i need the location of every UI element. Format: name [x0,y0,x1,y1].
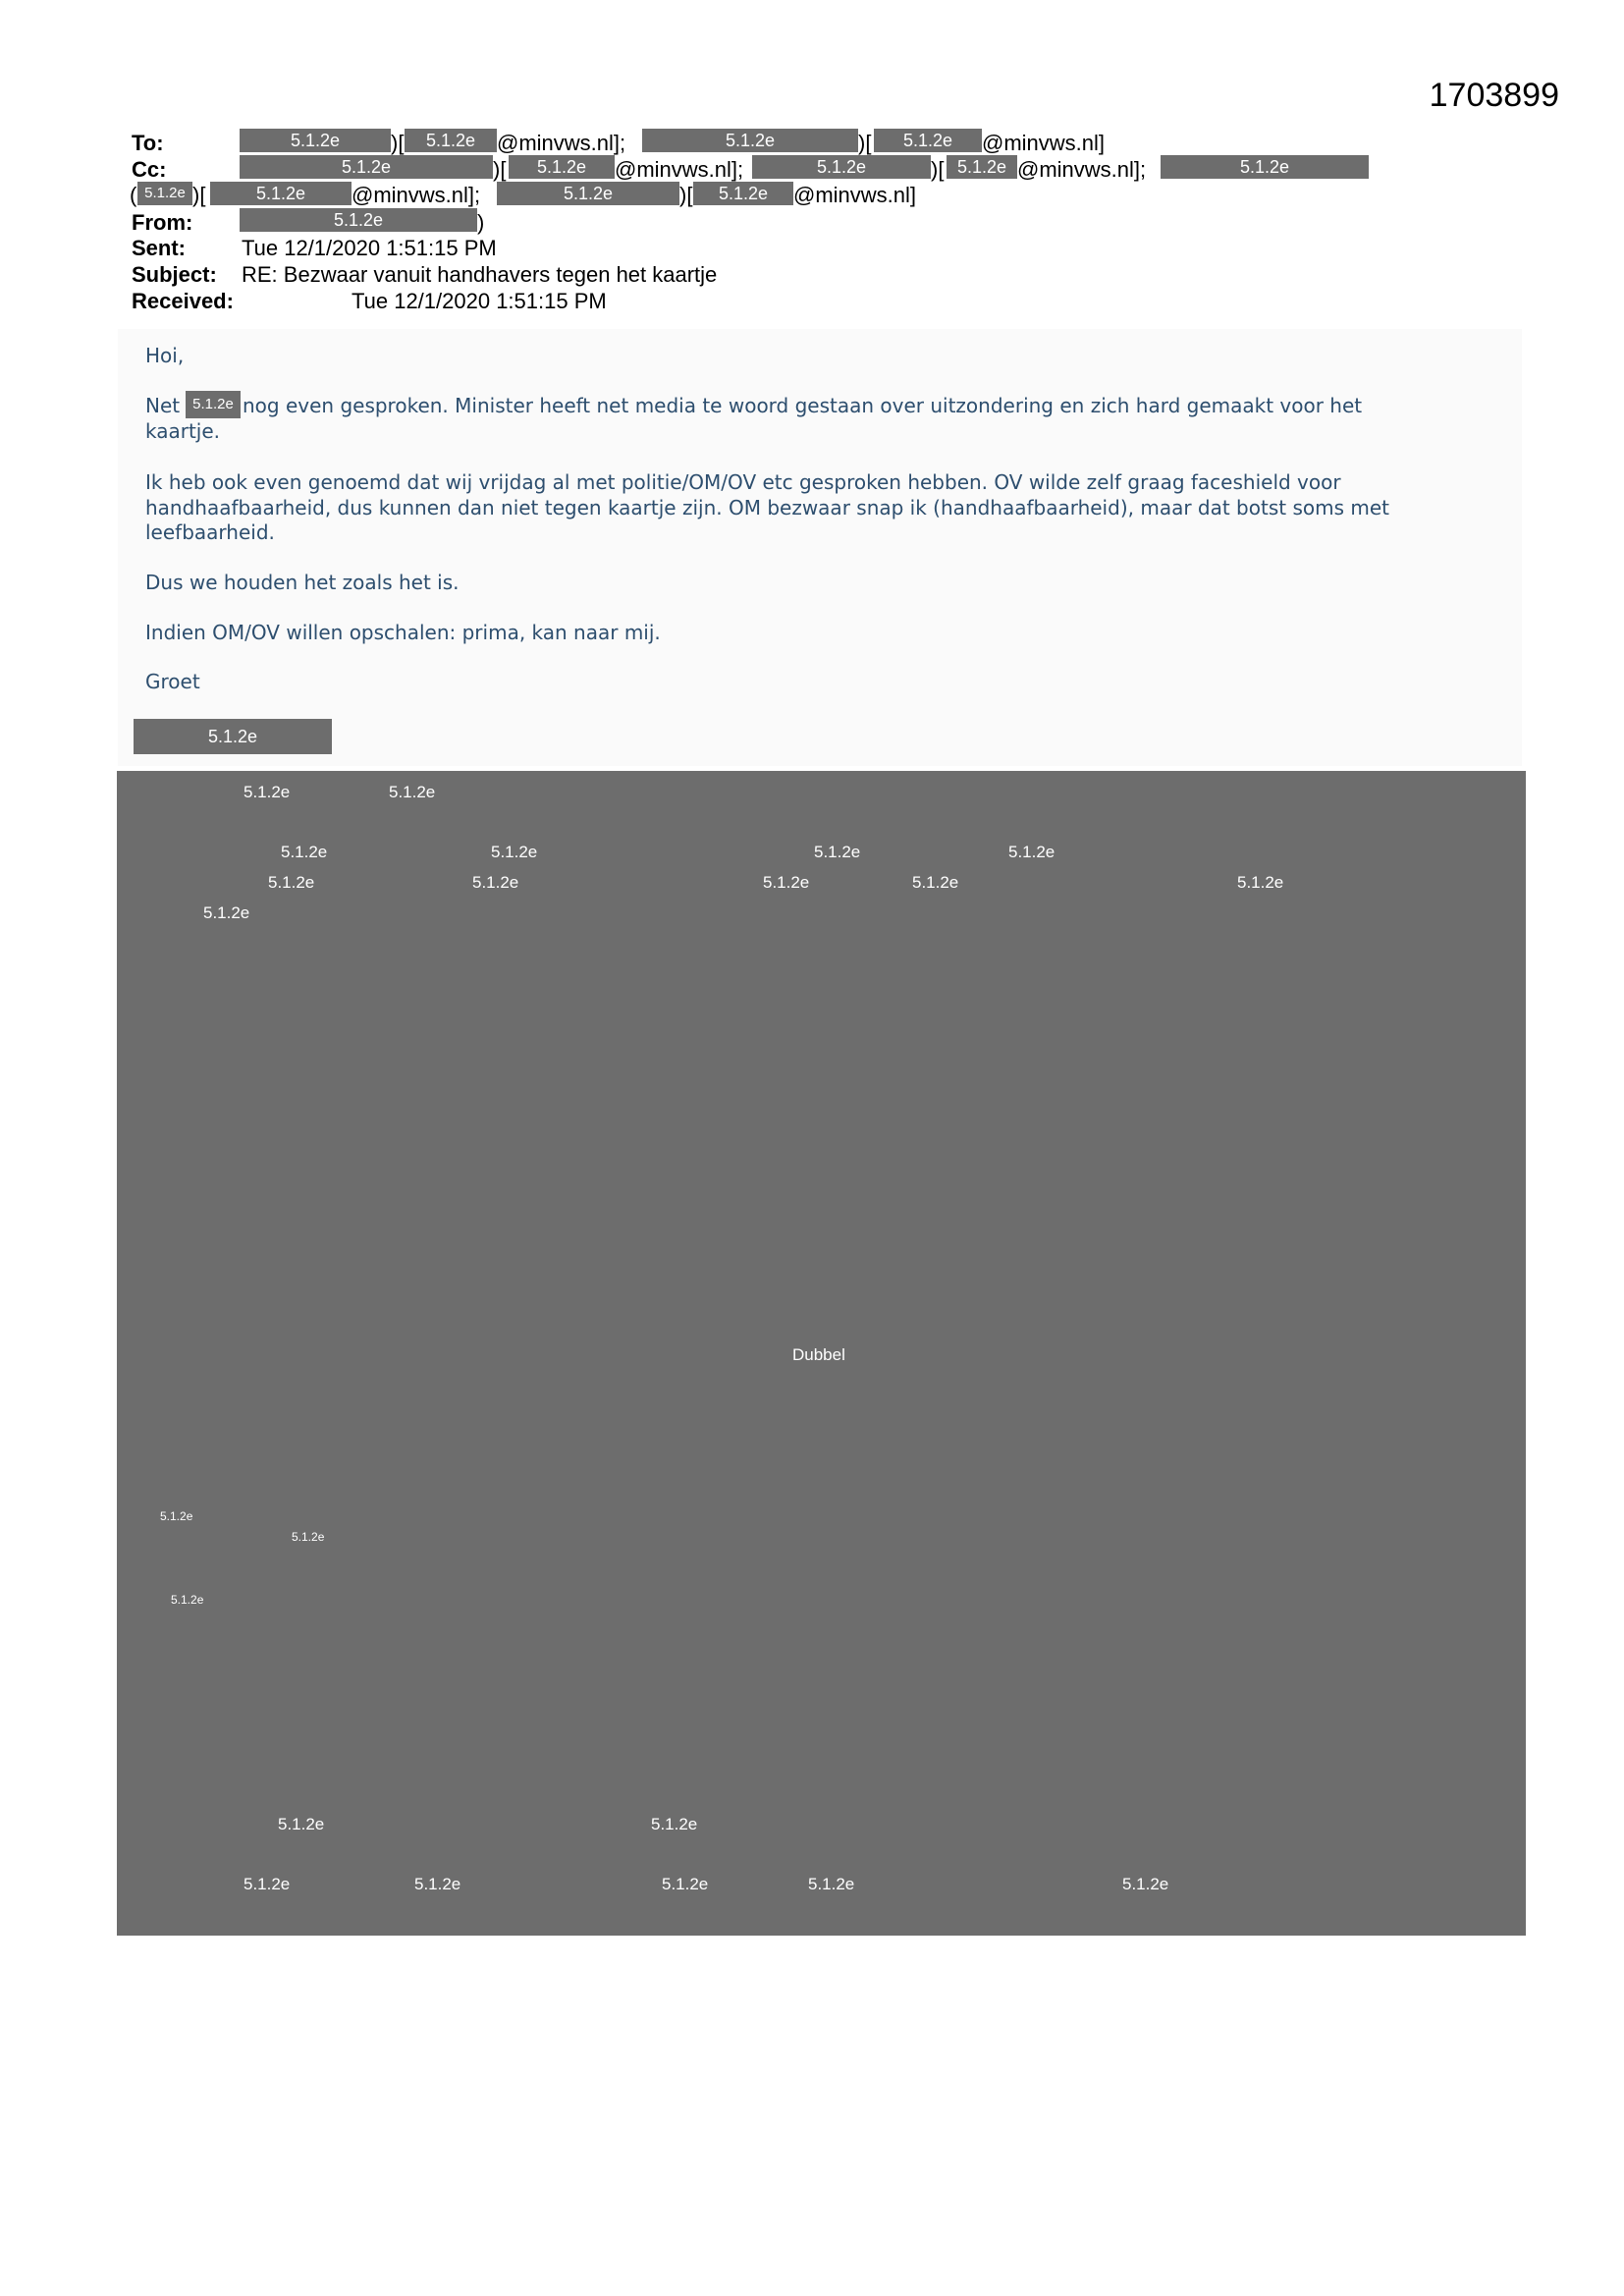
received-label: Received: [132,289,234,313]
paren: ) [477,210,485,235]
body-p2-line3: leefbaarheid. [145,520,275,544]
body-p2-line2: handhaafbaarheid, dus kunnen dan niet tegen kaartje zijn. OM bezwaar snap ik (handhaafbaarheid), maar dat botst soms met [145,496,1389,519]
redaction-label: 5.1.2e [662,1875,709,1893]
redaction-label: 5.1.2e [814,843,861,861]
closing: Groet [145,670,200,693]
redaction: 5.1.2e [874,129,982,152]
signature-redaction: 5.1.2e [134,719,332,754]
redaction-label: 5.1.2e [389,783,436,801]
email-domain: @minvws.nl]; [352,183,481,207]
body-p4: Indien OM/OV willen opschalen: prima, kan naar mij. [145,621,661,644]
dubbel-label: Dubbel [792,1345,845,1364]
bracket: )[ [679,183,693,207]
redaction-label: 5.1.2e [414,1875,461,1893]
redaction-label: 5.1.2e [1237,873,1284,892]
redaction-label: 5.1.2e [244,1875,291,1893]
bracket: )[ [858,131,872,155]
redaction-label: 5.1.2e [1008,843,1056,861]
redaction-label: 5.1.2e [1122,1875,1169,1893]
redaction: 5.1.2e [642,129,858,152]
redaction: 5.1.2e [137,182,192,205]
redaction: 5.1.2e [240,155,493,179]
body-p3: Dus we houden het zoals het is. [145,571,460,594]
email-domain: @minvws.nl] [793,183,917,207]
body-p1-line2: kaartje. [145,419,221,443]
bracket: )[ [192,183,206,207]
redaction-label: 5.1.2e [268,873,315,892]
sent-value: Tue 12/1/2020 1:51:15 PM [242,236,497,260]
redaction: 5.1.2e [752,155,931,179]
redaction: 5.1.2e [497,182,679,205]
redaction: 5.1.2e [947,155,1017,179]
document-number: 1703899 [1429,77,1559,114]
redaction-label: 5.1.2e [763,873,810,892]
email-domain: @minvws.nl]; [615,157,744,182]
redaction-label: 5.1.2e [171,1593,204,1607]
redaction: 5.1.2e [405,129,497,152]
redaction-label: 5.1.2e [292,1530,325,1544]
redaction-label: 5.1.2e [472,873,519,892]
bracket: )[ [493,157,507,182]
redaction-label: 5.1.2e [203,903,250,922]
redaction-label: 5.1.2e [491,843,538,861]
email-domain: @minvws.nl] [982,131,1106,155]
bracket: )[ [391,131,405,155]
received-value: Tue 12/1/2020 1:51:15 PM [352,289,607,313]
email-domain: @minvws.nl]; [1017,157,1147,182]
redaction: 5.1.2e [509,155,615,179]
subject-label: Subject: [132,262,217,287]
redaction-label: 5.1.2e [912,873,959,892]
paren: ( [130,183,137,207]
cc-label: Cc: [132,157,167,182]
body-p2-line1: Ik heb ook even genoemd dat wij vrijdag al met politie/OM/OV etc gesproken hebben. OV wilde zelf graag faceshield voor [145,470,1341,494]
body-p1-start: Net [145,394,181,417]
to-label: To: [132,131,164,155]
redaction-label: 5.1.2e [808,1875,855,1893]
redaction: 5.1.2e [186,391,241,418]
redaction-label: 5.1.2e [278,1815,325,1833]
redacted-block [117,771,1526,1936]
redaction-label: 5.1.2e [244,783,291,801]
redaction: 5.1.2e [210,182,352,205]
from-label: From: [132,210,193,235]
redaction: 5.1.2e [240,129,391,152]
body-p1-rest: nog even gesproken. Minister heeft net media te woord gestaan over uitzondering en zich hard gemaakt voor het [243,394,1363,417]
bracket: )[ [931,157,945,182]
subject-value: RE: Bezwaar vanuit handhavers tegen het kaartje [242,262,718,287]
redaction-label: 5.1.2e [160,1509,193,1523]
redaction: 5.1.2e [693,182,793,205]
redaction-label: 5.1.2e [281,843,328,861]
sent-label: Sent: [132,236,186,260]
greeting: Hoi, [145,344,185,367]
redaction: 5.1.2e [240,208,477,232]
redaction-label: 5.1.2e [651,1815,698,1833]
redaction: 5.1.2e [1161,155,1369,179]
email-domain: @minvws.nl]; [497,131,626,155]
